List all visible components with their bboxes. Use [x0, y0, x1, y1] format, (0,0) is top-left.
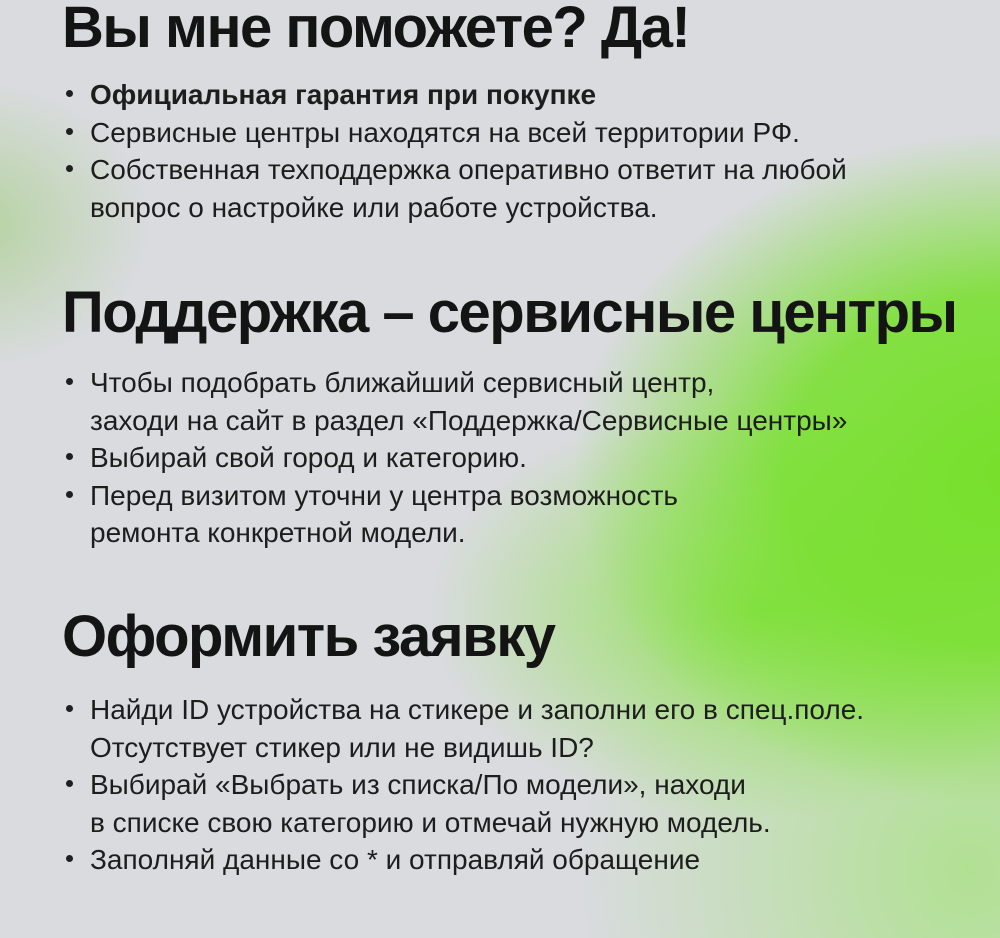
bullet-text: Заполняй данные со * и отправляй обращение [90, 844, 701, 875]
bullet-text: Официальная гарантия при покупке [90, 79, 597, 110]
list-item [62, 691, 864, 766]
list-item [62, 151, 847, 226]
heading-support-centers: Поддержка – сервисные центры [62, 280, 957, 345]
bullet-dot-icon [66, 780, 73, 787]
list-item [62, 439, 847, 477]
bullet-text: Перед визитом уточни у центра возможность [90, 479, 679, 511]
bullet-list-support-centers [62, 364, 847, 552]
list-item [62, 477, 847, 552]
bullet-text: в списке свою категорию и отмечай нужную модель. [90, 806, 771, 838]
bullet-text: Отсутствует стикер или не видишь ID? [90, 731, 594, 763]
bullet-list-help [62, 76, 847, 226]
bullet-list-submit-request [62, 691, 864, 879]
bullet-text: вопрос о настройке или работе устройства. [90, 191, 658, 223]
bullet-dot-icon [66, 165, 73, 172]
heading-help: Вы мне поможете? Да! [62, 0, 690, 60]
bullet-text: ремонта конкретной модели. [90, 517, 466, 548]
bullet-text: Чтобы подобрать ближайший сервисный центр, [90, 367, 715, 398]
list-item [62, 114, 847, 152]
bullet-text: Сервисные центры находятся на всей территории РФ. [90, 116, 800, 148]
bullet-text: Найди ID устройства на стикере и заполни его в спец.поле. [90, 694, 865, 725]
list-item [62, 766, 864, 841]
heading-submit-request: Оформить заявку [62, 604, 555, 669]
bullet-dot-icon [66, 855, 73, 862]
bullet-dot-icon [66, 705, 73, 712]
bullet-text: Выбирай «Выбрать из списка/По модели», находи [90, 769, 746, 800]
bullet-dot-icon [66, 453, 73, 460]
bullet-dot-icon [66, 491, 73, 498]
list-item [62, 76, 847, 114]
list-item [62, 841, 864, 879]
bullet-text: заходи на сайт в раздел «Поддержка/Сервисные центры» [90, 404, 848, 436]
bullet-dot-icon [66, 90, 73, 97]
bullet-text: Выбирай свой город и категорию. [90, 442, 527, 473]
bullet-text: Собственная техподдержка оперативно ответит на любой [90, 154, 847, 185]
bullet-dot-icon [66, 378, 73, 385]
list-item [62, 364, 847, 439]
bullet-dot-icon [66, 128, 73, 135]
